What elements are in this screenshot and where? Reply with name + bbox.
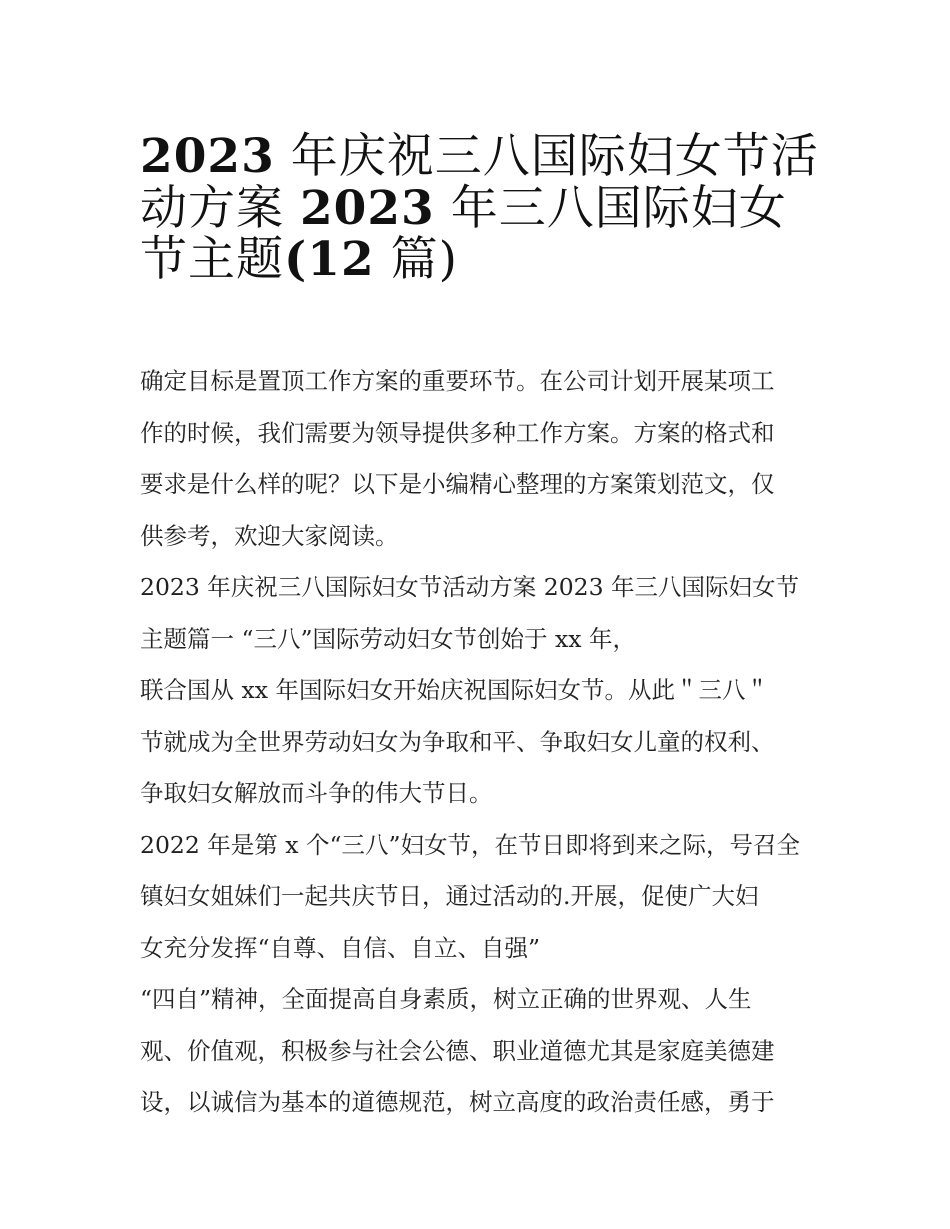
body-line: 供参考，欢迎大家阅读。 <box>140 521 399 550</box>
body-line: 确定目标是置顶工作方案的重要环节。在公司计划开展某项工 <box>140 367 775 395</box>
body-line: “四自”精神，全面提高自身素质，树立正确的世界观、人生 <box>140 985 752 1013</box>
body-line: 2023 年庆祝三八国际妇女节活动方案 2023 年三八国际妇女节 <box>140 573 800 601</box>
body-line: 主题篇一 “三八”国际劳动妇女节创始于 xx 年， <box>140 624 636 653</box>
body-line: 作的时候，我们需要为领导提供多种工作方案。方案的格式和 <box>140 418 775 447</box>
body-line: 女充分发挥“自尊、自信、自立、自强” <box>140 933 541 962</box>
body-line: 联合国从 xx 年国际妇女开始庆祝国际妇女节。从此＂三八＂ <box>140 676 769 704</box>
body-line: 2022 年是第 x 个“三八”妇女节，在节日即将到来之际，号召全 <box>140 830 800 859</box>
body-line: 争取妇女解放而斗争的伟大节日。 <box>140 779 493 807</box>
body-line: 要求是什么样的呢？以下是小编精心整理的方案策划范文，仅 <box>140 470 775 498</box>
title-line: 节主题(12 篇) <box>140 232 458 287</box>
body-line: 观、价值观，积极参与社会公德、职业道德尤其是家庭美德建 <box>140 1036 775 1065</box>
document-body <box>140 356 830 1129</box>
body-line: 镇妇女姐妹们一起共庆节日，通过活动的.开展，促使广大妇 <box>140 882 759 910</box>
body-line: 设，以诚信为基本的道德规范，树立高度的政治责任感，勇于 <box>140 1088 775 1116</box>
body-line: 节就成为全世界劳动妇女为争取和平、争取妇女儿童的权利、 <box>140 727 775 756</box>
document-title <box>140 118 820 287</box>
title-line: 动方案 2023 年三八国际妇女 <box>140 180 787 236</box>
title-line: 2023 年庆祝三八国际妇女节活 <box>140 129 819 184</box>
